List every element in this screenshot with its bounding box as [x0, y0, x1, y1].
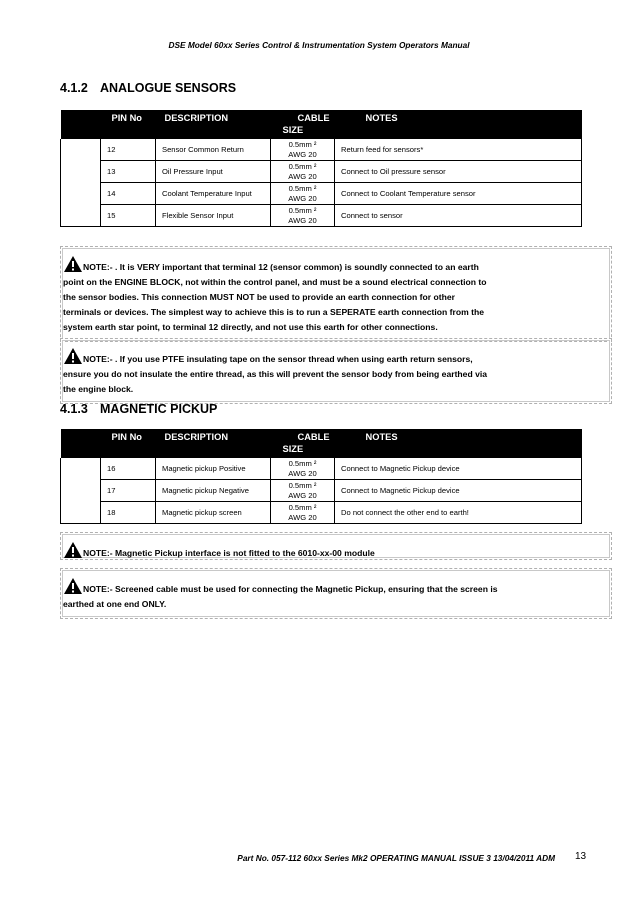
- section-title: ANALOGUE SENSORS: [100, 81, 237, 95]
- note-box-screened-cable: [60, 568, 612, 619]
- table-row: [61, 139, 582, 161]
- table-row: [61, 458, 582, 480]
- table-header-row: [61, 110, 582, 139]
- description-cell: Magnetic pickup Positive: [156, 458, 271, 480]
- description-cell: Coolant Temperature Input: [156, 183, 271, 205]
- notes-cell: Connect to sensor: [335, 205, 582, 227]
- header-spacer: [61, 110, 101, 139]
- pin-cell: 16: [101, 458, 156, 480]
- warning-triangle-icon: [63, 577, 83, 595]
- section-heading-analogue-sensors: [60, 81, 236, 95]
- row-spacer: [61, 458, 101, 480]
- column-header-pin: PIN No: [101, 429, 156, 458]
- page-number: 13: [575, 851, 587, 862]
- table-row: [61, 161, 582, 183]
- table-row: [61, 183, 582, 205]
- cable-cell: 0.5mm ² AWG 20: [271, 480, 335, 502]
- analogue-sensors-table: [60, 110, 582, 227]
- notes-cell: Connect to Magnetic Pickup device: [335, 480, 582, 502]
- column-header-notes: NOTES: [335, 110, 582, 139]
- note-line: NOTE:- Screened cable must be used for connecting the Magnetic Pickup, ensuring that the screen is: [83, 584, 498, 594]
- section-heading-magnetic-pickup: [60, 402, 217, 416]
- note-box-earth-connection: [60, 246, 612, 342]
- note-line: earthed at one end ONLY.: [63, 599, 167, 609]
- description-cell: Magnetic pickup screen: [156, 502, 271, 524]
- column-header-cable-size: CABLE SIZE: [271, 110, 335, 139]
- note-box-ptfe-tape: [60, 338, 612, 404]
- row-spacer: [61, 183, 101, 205]
- page-footer: Part No. 057-112 60xx Series Mk2 OPERATING MANUAL ISSUE 3 13/04/2011 ADM: [237, 853, 555, 863]
- note-line: system earth star point, to terminal 12 directly, and not use this earth for other connections.: [63, 322, 438, 332]
- description-cell: Sensor Common Return: [156, 139, 271, 161]
- notes-cell: Connect to Coolant Temperature sensor: [335, 183, 582, 205]
- column-header-pin: PIN No: [101, 110, 156, 139]
- notes-cell: Do not connect the other end to earth!: [335, 502, 582, 524]
- column-header-cable-size: CABLE SIZE: [271, 429, 335, 458]
- warning-triangle-icon: [63, 541, 83, 559]
- cable-cell: 0.5mm ² AWG 20: [271, 183, 335, 205]
- pin-cell: 18: [101, 502, 156, 524]
- cable-cell: 0.5mm ² AWG 20: [271, 502, 335, 524]
- pin-cell: 12: [101, 139, 156, 161]
- cable-cell: 0.5mm ² AWG 20: [271, 458, 335, 480]
- notes-cell: Connect to Oil pressure sensor: [335, 161, 582, 183]
- section-title: MAGNETIC PICKUP: [100, 402, 218, 416]
- note-line: terminals or devices. The simplest way to achieve this is to run a SEPERATE earth connection from the: [63, 307, 485, 317]
- note-line: NOTE:- . It is VERY important that terminal 12 (sensor common) is soundly connected to an earth: [83, 262, 479, 272]
- note-line: ensure you do not insulate the entire thread, as this will prevent the sensor body from being earthed via: [63, 369, 488, 379]
- cable-cell: 0.5mm ² AWG 20: [271, 139, 335, 161]
- note-line: NOTE:- . If you use PTFE insulating tape on the sensor thread when using earth return sensors,: [83, 354, 473, 364]
- note-line: the sensor bodies. This connection MUST NOT be used to provide an earth connection for other: [63, 292, 456, 302]
- header-spacer: [61, 429, 101, 458]
- column-header-description: DESCRIPTION: [156, 429, 271, 458]
- description-cell: Oil Pressure Input: [156, 161, 271, 183]
- cable-cell: 0.5mm ² AWG 20: [271, 161, 335, 183]
- pin-cell: 13: [101, 161, 156, 183]
- row-spacer: [61, 161, 101, 183]
- note-box-6010-module: [60, 532, 612, 560]
- table-row: [61, 480, 582, 502]
- note-line: NOTE:- Magnetic Pickup interface is not fitted to the 6010-xx-00 module: [83, 548, 375, 558]
- table-row: [61, 502, 582, 524]
- section-number: 4.1.3: [60, 402, 88, 416]
- note-line: point on the ENGINE BLOCK, not within the control panel, and must be a sound electrical connection to: [63, 277, 487, 287]
- cable-cell: 0.5mm ² AWG 20: [271, 205, 335, 227]
- warning-triangle-icon: [63, 255, 83, 273]
- description-cell: Flexible Sensor Input: [156, 205, 271, 227]
- page-header: DSE Model 60xx Series Control & Instrumentation System Operators Manual: [168, 40, 470, 50]
- row-spacer: [61, 139, 101, 161]
- magnetic-pickup-table: [60, 429, 582, 524]
- section-number: 4.1.2: [60, 81, 88, 95]
- column-header-description: DESCRIPTION: [156, 110, 271, 139]
- table-row: [61, 205, 582, 227]
- pin-cell: 17: [101, 480, 156, 502]
- pin-cell: 14: [101, 183, 156, 205]
- pin-cell: 15: [101, 205, 156, 227]
- description-cell: Magnetic pickup Negative: [156, 480, 271, 502]
- warning-triangle-icon: [63, 347, 83, 365]
- notes-cell: Connect to Magnetic Pickup device: [335, 458, 582, 480]
- table-header-row: [61, 429, 582, 458]
- notes-cell: Return feed for sensors*: [335, 139, 582, 161]
- row-spacer: [61, 480, 101, 502]
- row-spacer: [61, 502, 101, 524]
- note-line: the engine block.: [63, 384, 134, 394]
- row-spacer: [61, 205, 101, 227]
- column-header-notes: NOTES: [335, 429, 582, 458]
